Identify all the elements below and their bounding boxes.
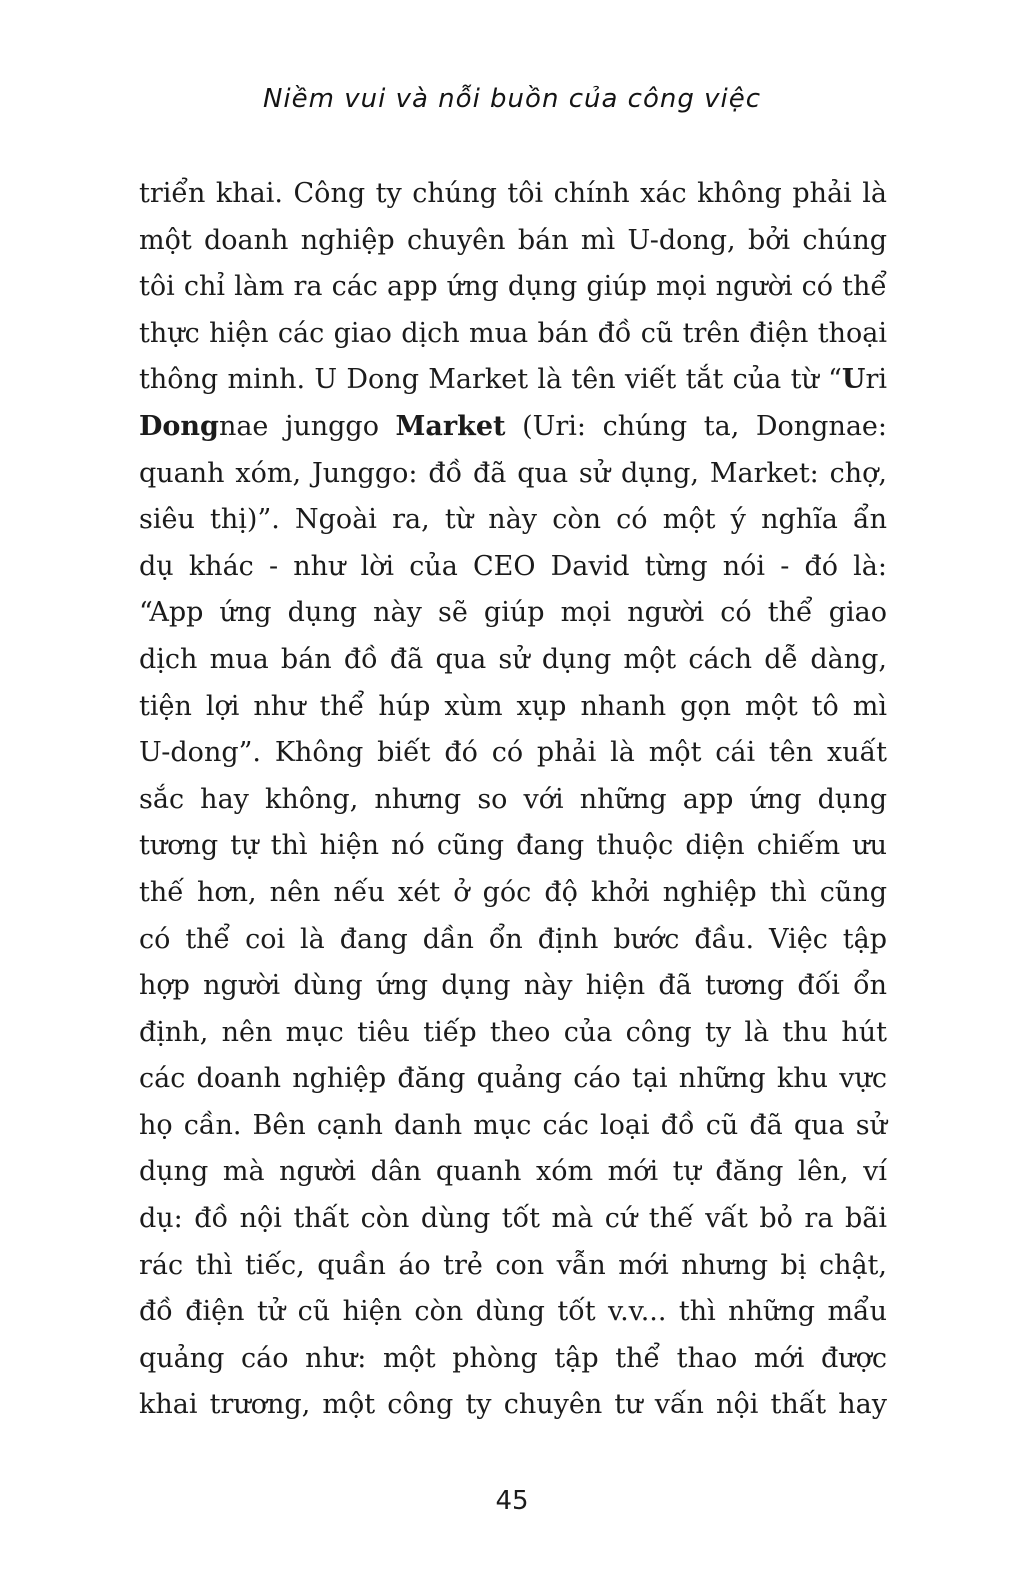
body-line: [139, 870, 887, 917]
body-line: [139, 730, 887, 777]
body-line: [139, 451, 887, 498]
body-line: [139, 1336, 887, 1383]
body-line: [139, 1010, 887, 1057]
text-run: tương tự thì hiện nó cũng đang thuộc diện chiếm ưu: [139, 830, 887, 862]
body-line: [139, 171, 887, 218]
text-run: siêu thị)”. Ngoài ra, từ này còn có một ý nghĩa ẩn: [139, 504, 887, 536]
body-line: [139, 590, 887, 637]
text-run: dịch mua bán đồ đã qua sử dụng một cách dễ dàng,: [139, 643, 887, 675]
text-run: khai trương, một công ty chuyên tư vấn nội thất hay: [139, 1389, 887, 1421]
text-run: tôi chỉ làm ra các app ứng dụng giúp mọi người có thể: [139, 271, 887, 303]
text-run: triển khai. Công ty chúng tôi chính xác không phải là: [139, 178, 887, 209]
text-run: thế hơn, nên nếu xét ở góc độ khởi nghiệp thì cũng: [139, 876, 887, 908]
text-run: định, nên mục tiêu tiếp theo của công ty là thu hút: [139, 1016, 887, 1048]
body-line: [139, 823, 887, 870]
bold-text-run: Market: [395, 410, 506, 442]
text-run: tiện lợi như thể húp xùm xụp nhanh gọn một tô mì: [139, 690, 887, 722]
body-line: [139, 1243, 887, 1290]
body-line: [139, 404, 887, 451]
body-line: [139, 1056, 887, 1103]
body-line: [139, 1149, 887, 1196]
text-run: sắc hay không, nhưng so với những app ứng dụng: [139, 783, 887, 815]
text-run: đồ điện tử cũ hiện còn dùng tốt v.v... thì những mẩu: [139, 1296, 887, 1328]
text-run: thực hiện các giao dịch mua bán đồ cũ trên điện thoại: [139, 317, 887, 349]
body-line: [139, 963, 887, 1010]
running-header: Niềm vui và nỗi buồn của công việc: [262, 84, 762, 114]
text-run: (Uri: chúng ta, Dongnae:: [505, 410, 888, 442]
text-run: họ cần. Bên cạnh danh mục các loại đồ cũ đã qua sử: [139, 1109, 887, 1141]
body-line: [139, 497, 887, 544]
body-line: [139, 684, 887, 731]
bold-text-run: Dong: [139, 410, 219, 442]
text-run: dụ: đồ nội thất còn dùng tốt mà cứ thế vất bỏ ra bãi: [139, 1203, 887, 1235]
bold-text-run: U: [841, 364, 866, 396]
text-run: “App ứng dụng này sẽ giúp mọi người có thể giao: [139, 597, 887, 629]
body-line: [139, 544, 887, 591]
text-run: ri: [865, 364, 887, 396]
body-line: [139, 357, 887, 404]
text-run: thông minh. U Dong Market là tên viết tắt của từ “: [139, 364, 842, 396]
text-run: một doanh nghiệp chuyên bán mì U-dong, bởi chúng: [139, 224, 887, 256]
text-run: dụ khác - như lời của CEO David từng nói - đó là:: [139, 550, 887, 582]
text-run: hợp người dùng ứng dụng này hiện đã tương đối ổn: [139, 970, 887, 1002]
body-line: [139, 1103, 887, 1150]
page-number: 45: [495, 1486, 529, 1516]
body-line: [139, 1196, 887, 1243]
body-line: [139, 1382, 887, 1429]
text-run: dụng mà người dân quanh xóm mới tự đăng lên, ví: [139, 1156, 887, 1188]
body-line: [139, 917, 887, 964]
text-run: quảng cáo như: một phòng tập thể thao mới được: [139, 1342, 887, 1374]
text-run: có thể coi là đang dần ổn định bước đầu. Việc tập: [139, 923, 887, 955]
body-text: [139, 171, 887, 1429]
text-run: U-dong”. Không biết đó có phải là một cái tên xuất: [139, 737, 887, 769]
body-line: [139, 1289, 887, 1336]
body-line: [139, 637, 887, 684]
body-line: [139, 264, 887, 311]
text-run: quanh xóm, Junggo: đồ đã qua sử dụng, Market: chợ,: [139, 457, 887, 489]
body-line: [139, 311, 887, 358]
text-run: nae junggo: [218, 410, 396, 442]
body-line: [139, 777, 887, 824]
body-line: [139, 218, 887, 265]
text-run: rác thì tiếc, quần áo trẻ con vẫn mới nhưng bị chật,: [139, 1249, 887, 1281]
text-run: các doanh nghiệp đăng quảng cáo tại những khu vực: [139, 1063, 887, 1095]
